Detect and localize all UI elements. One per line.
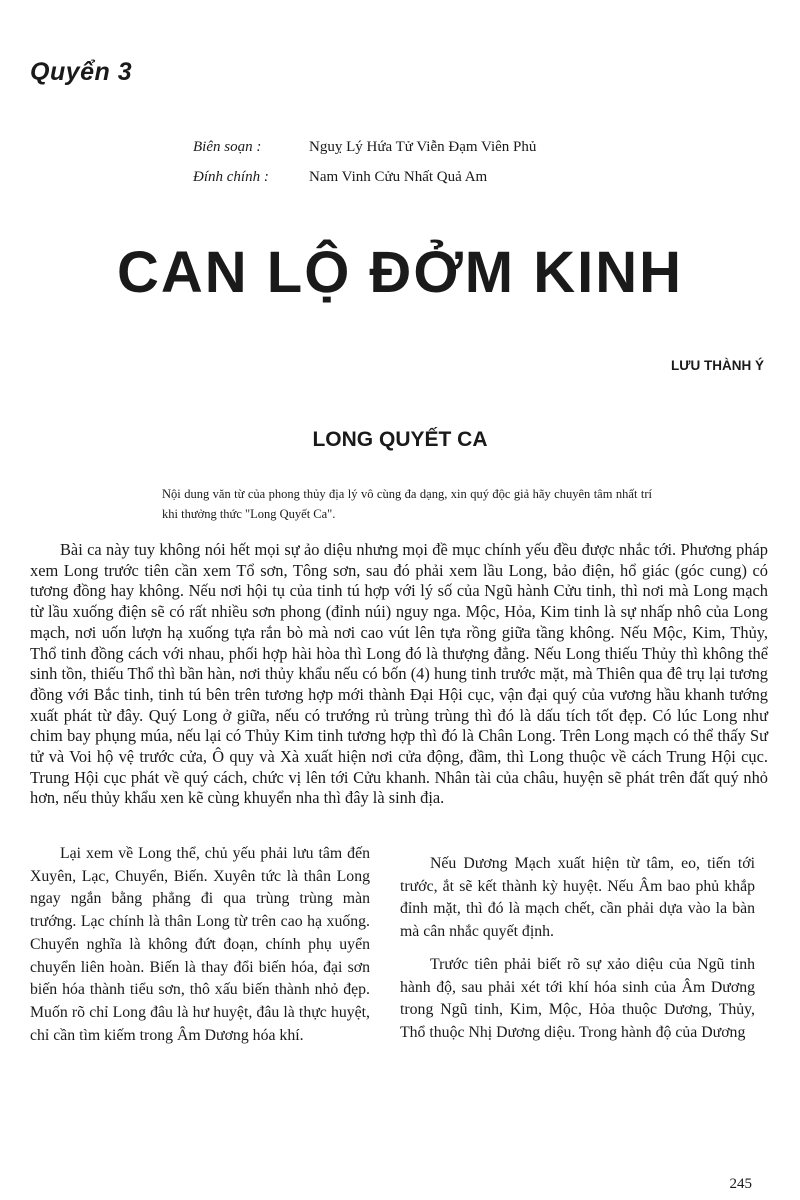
body-text-full-width bbox=[30, 540, 768, 809]
credit-role: Biên soạn : bbox=[193, 138, 262, 155]
body-paragraph: Trước tiên phải biết rõ sự xảo diệu của Ngũ tinh hành độ, sau phải xét tới khí hóa sinh của Âm Dương trong Ngũ tinh, Kim, Mộc, Hỏa thuộc Dương, Thủy, Thổ thuộc Nhị Dương diệu. Trong hành độ của Dương bbox=[400, 955, 755, 1041]
credit-name: Nguỵ Lý Hứa Tử Viễn Đạm Viên Phủ bbox=[309, 138, 537, 155]
credit-name: Nam Vinh Cửu Nhất Quả Am bbox=[309, 168, 488, 185]
body-column-right bbox=[400, 853, 755, 1055]
body-column-left bbox=[30, 843, 370, 1057]
credit-row-editor bbox=[193, 132, 536, 162]
credit-row-corrector bbox=[193, 162, 536, 192]
intro-paragraph: Nội dung văn từ của phong thủy địa lý vô cùng đa dạng, xin quý độc giả hãy chuyên tâm nhất trí khi thưởng thức "Long Quyết Ca". bbox=[162, 487, 652, 521]
credit-role: Đính chính : bbox=[193, 168, 269, 185]
author-name: LƯU THÀNH Ý bbox=[671, 358, 764, 373]
page-number: 245 bbox=[729, 1176, 752, 1192]
book-volume-label: Quyển 3 bbox=[30, 58, 133, 86]
credits-block bbox=[193, 132, 536, 192]
chapter-title: CAN LỘ ĐỞM KINH bbox=[117, 240, 683, 305]
body-paragraph: Bài ca này tuy không nói hết mọi sự ảo diệu nhưng mọi đề mục chính yếu đều được nhắc tới. Phương pháp xem Long trước tiên cần xem Tổ sơn, Tông sơn, sau đó phải xem lầu Long, bảo điện, hổ giác (góc cung) có tương đồng hay không. Nếu nơi hội tụ của tinh tú hợp với lý số của Ngũ hành Cửu tinh, thì nơi mà Long mạch từ lầu xuống điện sẽ có rất nhiều sơn phong (đỉnh núi) nguy nga. Mộc, Hỏa, Kim tinh là sự nhấp nhô của Long mạch, nơi uốn lượn hạ xuống tựa rắn bò mà nơi cao vút lên tựa rồng giữa tầng không. Nếu Mộc, Kim, Thủy, Thổ tinh đồng cách với nhau, phối hợp hài hòa thì Long đó là thượng đẳng. Nếu Long thiếu Thủy thì không thể sinh tồn, thiếu Thổ thì bần hàn, nơi thủy khẩu nếu có bốn (4) hung tinh trước mặt, mà Thiên qua đê trụ lại tương đồng với Bắc tinh, tinh tú bên trên tương hợp mới thành Đại Hội cục, vận đại quý của vương hầu khanh tướng xuất phát từ đây. Quý Long ở giữa, nếu có trướng rủ trùng trùng thì đó là dấu tích tốt đẹp. Có lúc Long như chim bay phụng múa, nếu lại có Thủy Kim tinh tương hợp thì đó là Chân Long. Trên Long mạch có thể thấy Sư tử và Voi hộ vệ trước cửa, Ô quy và Xà xuất hiện nơi cửa động, đầm, thì Long thuộc về cách Trung Hội cục. Trung Hội cục phát về quý cách, chức vị lên tới Cửu khanh. Nhân tài của châu, huyện sẽ phát trên đất quý nhỏ hơn, nếu thủy khẩu xen kẽ cùng khuyển nha thì đây là sinh địa. bbox=[30, 540, 768, 808]
body-paragraph: Nếu Dương Mạch xuất hiện từ tâm, eo, tiến tới trước, ắt sẽ kết thành kỳ huyệt. Nếu Âm bao phủ khắp đỉnh mặt, thì đó là mạch chết, cần phải dựa vào la bàn mà cân nhắc quyết định. bbox=[400, 855, 755, 941]
body-paragraph: Lại xem về Long thể, chủ yếu phải lưu tâm đến Xuyên, Lạc, Chuyển, Biến. Xuyên tức là thân Long ngay ngắn bằng phẳng đi qua trùng trùng màn trướng. Lạc chính là thân Long từ trên cao hạ xuống. Chuyển nghĩa là không đứt đoạn, chính phụ uyển chuyển liên hoàn. Biến là thay đổi biến hóa, đại sơn biến hóa thành tiểu sơn, thô xấu biến thành nhỏ đẹp. Muốn rõ chỉ Long đâu là hư huyệt, đâu là thực huyệt, chỉ cần tìm kiếm trong Âm Dương hóa khí. bbox=[30, 845, 370, 1044]
section-title: LONG QUYẾT CA bbox=[312, 428, 488, 451]
